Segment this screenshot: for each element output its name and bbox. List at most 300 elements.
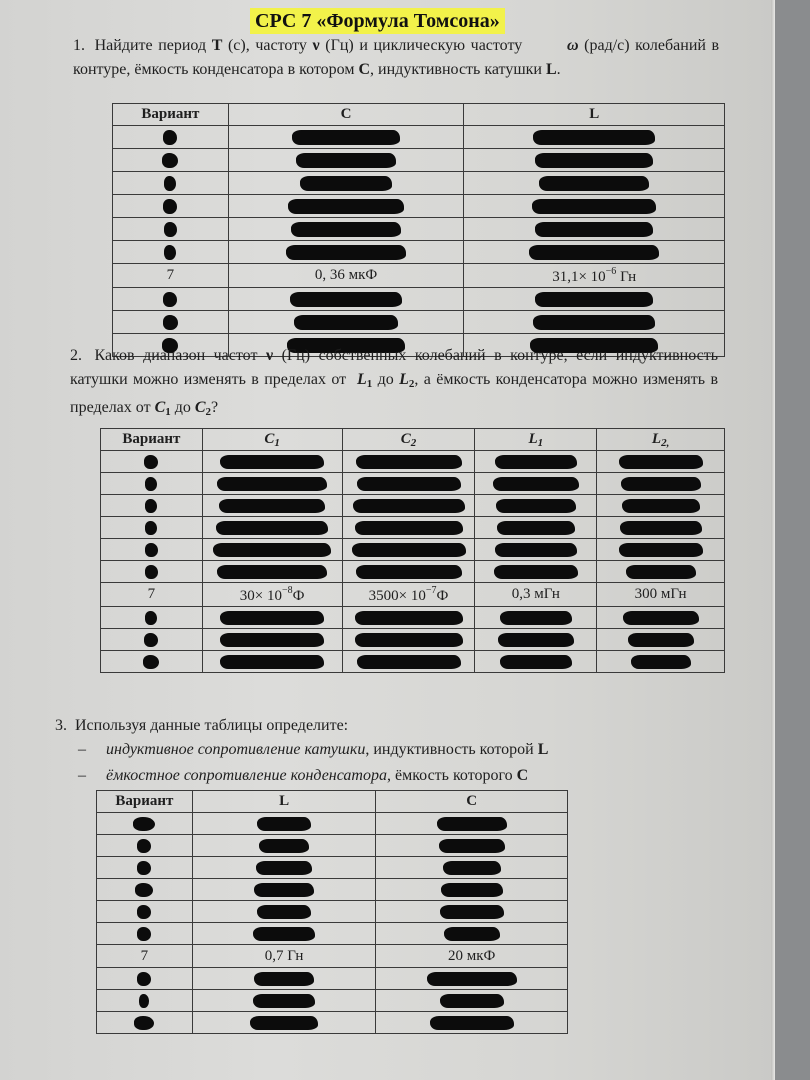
redaction-mark — [256, 861, 312, 875]
table-row-redacted — [113, 311, 725, 334]
value-cell — [342, 561, 475, 583]
value-cell — [192, 990, 376, 1012]
value-cell — [464, 288, 725, 311]
table-row-redacted — [97, 857, 568, 879]
table-header-capacitance: C — [228, 104, 464, 126]
table-row-redacted — [101, 629, 725, 651]
value-cell — [376, 835, 568, 857]
task-1-text-part: , индуктивность катушки — [370, 61, 542, 78]
redaction-mark — [213, 543, 331, 557]
value-cell — [464, 241, 725, 264]
table-header-c1 — [202, 429, 342, 451]
variant-cell — [97, 879, 193, 901]
value-cell — [342, 539, 475, 561]
c2-mantissa: 3500× 10 — [368, 587, 426, 604]
table-row-redacted — [97, 1012, 568, 1034]
worksheet-title: СРС 7 «Формула Томсона» — [250, 8, 505, 34]
task-3-text-part: Используя данные таблицы определите: — [75, 717, 349, 734]
task-3-number: 3. — [55, 717, 67, 734]
value-cell — [202, 561, 342, 583]
redaction-mark — [144, 455, 158, 469]
variant-cell — [101, 495, 203, 517]
task-2-text-part: ? — [211, 399, 219, 416]
value-cell — [464, 172, 725, 195]
redaction-mark — [163, 315, 178, 330]
task-2-text-part: Каков диапазон частот — [94, 347, 258, 364]
value-cell — [192, 901, 376, 923]
variant-cell — [113, 149, 229, 172]
c1-unit: Ф — [292, 587, 305, 604]
table-row-redacted — [101, 561, 725, 583]
value-cell — [597, 629, 725, 651]
variant-cell — [101, 451, 203, 473]
redaction-mark — [355, 633, 463, 647]
variant-cell — [101, 473, 203, 495]
variant-cell — [97, 901, 193, 923]
symbol-inductance: L — [546, 61, 557, 78]
value-cell — [376, 923, 568, 945]
redaction-mark — [296, 153, 396, 168]
value-cell — [192, 835, 376, 857]
table-header-inductance: L — [192, 791, 376, 813]
redaction-mark — [357, 477, 461, 491]
value-cell — [475, 607, 597, 629]
task-1-text-part: (рад/с) колебаний в контуре, ёмкость конденсатора в котором — [73, 37, 720, 78]
value-cell — [202, 473, 342, 495]
table-row-redacted — [101, 539, 725, 561]
inductance-mantissa: 31,1× 10 — [552, 268, 606, 285]
task-2-table — [100, 428, 725, 673]
c1-exponent: −8 — [282, 584, 293, 596]
table-header-variant: Вариант — [113, 104, 229, 126]
table-row-redacted — [113, 149, 725, 172]
value-cell — [475, 539, 597, 561]
redaction-mark — [439, 839, 505, 853]
redaction-mark — [286, 245, 406, 260]
variant-cell — [113, 311, 229, 334]
redaction-mark — [164, 222, 177, 237]
value-cell — [376, 857, 568, 879]
task-1-text-part: (Гц) и циклическую частоту — [325, 37, 523, 54]
inductance-value: 0,7 Гн — [264, 947, 304, 964]
value-cell — [464, 311, 725, 334]
table-row-redacted — [113, 195, 725, 218]
value-cell — [597, 495, 725, 517]
symbol-capacitance-1: C — [154, 399, 166, 416]
redaction-mark — [535, 153, 653, 168]
item-text: , ёмкость которого — [386, 767, 513, 784]
variant-cell — [97, 945, 193, 968]
variant-cell — [101, 539, 203, 561]
variant-cell — [97, 835, 193, 857]
subscript: 2 — [410, 436, 417, 449]
redaction-mark — [533, 315, 655, 330]
redaction-mark — [137, 861, 151, 875]
value-cell — [202, 651, 342, 673]
task-2-text — [70, 344, 718, 424]
redaction-mark — [427, 972, 517, 986]
task-3-table — [96, 790, 568, 1034]
redaction-mark — [619, 543, 703, 557]
redaction-mark — [135, 883, 153, 897]
value-cell — [342, 473, 475, 495]
redaction-mark — [162, 153, 178, 168]
l1-cell — [475, 583, 597, 607]
variant-cell — [97, 1012, 193, 1034]
redaction-mark — [137, 972, 151, 986]
table-row-variant-7 — [113, 264, 725, 288]
value-cell — [475, 561, 597, 583]
variant-cell — [101, 629, 203, 651]
paper-edge — [771, 0, 775, 1080]
value-cell — [342, 451, 475, 473]
value-cell — [192, 813, 376, 835]
task-3-item-1 — [78, 738, 548, 762]
table-row-variant-7 — [101, 583, 725, 607]
table-header-l2 — [597, 429, 725, 451]
list-dash: – — [78, 741, 86, 758]
item-emphasis: индуктивное сопротивление катушки — [106, 741, 366, 758]
variant-cell — [113, 195, 229, 218]
value-cell — [342, 495, 475, 517]
redaction-mark — [163, 292, 177, 307]
value-cell — [228, 288, 464, 311]
table-row-redacted — [113, 172, 725, 195]
table-row-redacted — [101, 451, 725, 473]
variant-cell — [101, 583, 203, 607]
value-cell — [342, 651, 475, 673]
table-row-redacted — [97, 879, 568, 901]
redaction-mark — [220, 455, 324, 469]
value-cell — [376, 813, 568, 835]
table-row-redacted — [113, 126, 725, 149]
value-cell — [464, 126, 725, 149]
value-cell — [202, 495, 342, 517]
redaction-mark — [145, 543, 158, 557]
redaction-mark — [355, 521, 463, 535]
symbol-capacitance: C — [358, 61, 371, 78]
redaction-mark — [133, 817, 155, 831]
value-cell — [475, 629, 597, 651]
redaction-mark — [494, 565, 578, 579]
redaction-mark — [495, 455, 577, 469]
task-2-number: 2. — [70, 347, 82, 364]
table-row-redacted — [97, 901, 568, 923]
variant-cell — [113, 288, 229, 311]
redaction-mark — [137, 839, 151, 853]
capacitance-value: 20 мкФ — [447, 947, 496, 964]
value-cell — [475, 495, 597, 517]
redaction-mark — [357, 655, 461, 669]
redaction-mark — [163, 199, 177, 214]
redaction-mark — [352, 543, 466, 557]
variant-number: 7 — [166, 267, 175, 283]
task-1-table — [112, 103, 725, 357]
redaction-mark — [535, 222, 653, 237]
capacitance-cell — [376, 945, 568, 968]
value-cell — [192, 968, 376, 990]
item-emphasis: ёмкостное сопротивление конденсатора — [106, 767, 387, 784]
redaction-mark — [163, 130, 177, 145]
table-row-redacted — [101, 517, 725, 539]
table-header-variant: Вариант — [97, 791, 193, 813]
redaction-mark — [164, 176, 176, 191]
redaction-mark — [353, 499, 465, 513]
table-row-redacted — [113, 288, 725, 311]
task-1-number: 1. — [73, 37, 85, 54]
value-cell — [202, 607, 342, 629]
c2-exponent: −7 — [425, 584, 437, 596]
value-cell — [464, 218, 725, 241]
redaction-mark — [145, 499, 157, 513]
value-cell — [202, 629, 342, 651]
value-cell — [376, 901, 568, 923]
redaction-mark — [253, 927, 315, 941]
redaction-mark — [621, 477, 701, 491]
symbol-inductance-2: L — [399, 371, 409, 388]
value-cell — [376, 879, 568, 901]
redaction-mark — [217, 565, 327, 579]
value-cell — [342, 629, 475, 651]
value-cell — [464, 195, 725, 218]
subscript: 1 — [537, 436, 544, 449]
table-row-redacted — [101, 651, 725, 673]
subscript: 2, — [661, 436, 670, 449]
symbol-period: T — [211, 37, 223, 54]
redaction-mark — [498, 633, 574, 647]
task-1-text-part: Найдите период — [94, 37, 207, 54]
value-cell — [597, 473, 725, 495]
redaction-mark — [145, 477, 157, 491]
subscript: 1 — [274, 436, 280, 449]
redaction-mark — [355, 611, 463, 625]
symbol-capacitance: C — [516, 767, 529, 784]
task-1-text-part: (с), частоту — [227, 37, 307, 54]
table-row-redacted — [113, 241, 725, 264]
task-2-text-part: (Гц) собственных колебаний в контуре, если индуктивность катушки можно изменять в пределах от — [70, 347, 718, 388]
redaction-mark — [626, 565, 696, 579]
task-1-text-part: . — [556, 61, 561, 78]
subscript: 2 — [205, 406, 212, 418]
value-cell — [342, 517, 475, 539]
value-cell — [597, 651, 725, 673]
variant-cell — [101, 651, 203, 673]
variant-cell — [101, 607, 203, 629]
table-row-redacted — [97, 813, 568, 835]
redaction-mark — [356, 565, 462, 579]
value-cell — [597, 517, 725, 539]
l1-value: 0,3 мГн — [511, 586, 560, 602]
symbol-inductance-1: L — [356, 371, 367, 388]
value-cell — [475, 473, 597, 495]
redaction-mark — [220, 611, 324, 625]
redaction-mark — [144, 633, 158, 647]
redaction-mark — [290, 292, 402, 307]
value-cell — [202, 517, 342, 539]
value-cell — [376, 1012, 568, 1034]
redaction-mark — [259, 839, 309, 853]
header-symbol: C — [400, 430, 411, 447]
list-dash: – — [78, 767, 86, 784]
capacitance-cell — [228, 264, 464, 288]
redaction-mark — [288, 199, 404, 214]
redaction-mark — [437, 817, 507, 831]
symbol-angular-frequency: ω — [566, 37, 579, 54]
value-cell — [192, 1012, 376, 1034]
symbol-capacitance-2: C — [194, 399, 206, 416]
table-row-variant-7 — [97, 945, 568, 968]
value-cell — [228, 241, 464, 264]
redaction-mark — [497, 521, 575, 535]
redaction-mark — [441, 883, 503, 897]
value-cell — [464, 149, 725, 172]
variant-cell — [97, 813, 193, 835]
value-cell — [228, 311, 464, 334]
redaction-mark — [430, 1016, 514, 1030]
variant-number: 7 — [140, 947, 149, 964]
redaction-mark — [257, 817, 311, 831]
variant-cell — [97, 923, 193, 945]
redaction-mark — [493, 477, 579, 491]
table-row-redacted — [97, 990, 568, 1012]
variant-cell — [97, 857, 193, 879]
redaction-mark — [631, 655, 691, 669]
table-row-redacted — [101, 607, 725, 629]
redaction-mark — [300, 176, 392, 191]
redaction-mark — [500, 611, 572, 625]
inductance-exponent: −6 — [605, 265, 617, 277]
value-cell — [228, 195, 464, 218]
redaction-mark — [134, 1016, 154, 1030]
capacitance-value: 0, 36 мкФ — [314, 267, 378, 283]
value-cell — [475, 517, 597, 539]
symbol-frequency: ν — [265, 347, 274, 364]
table-header-capacitance: C — [376, 791, 568, 813]
value-cell — [475, 451, 597, 473]
table-row-redacted — [101, 473, 725, 495]
redaction-mark — [620, 521, 702, 535]
value-cell — [376, 990, 568, 1012]
value-cell — [202, 451, 342, 473]
redaction-mark — [294, 315, 398, 330]
redaction-mark — [143, 655, 159, 669]
redaction-mark — [623, 611, 699, 625]
c1-cell — [202, 583, 342, 607]
redaction-mark — [443, 861, 501, 875]
redaction-mark — [619, 455, 703, 469]
task-3-text — [55, 714, 715, 738]
header-symbol: L — [528, 430, 538, 447]
value-cell — [342, 607, 475, 629]
value-cell — [192, 923, 376, 945]
l2-cell — [597, 583, 725, 607]
redaction-mark — [254, 883, 314, 897]
value-cell — [202, 539, 342, 561]
redaction-mark — [250, 1016, 318, 1030]
value-cell — [192, 879, 376, 901]
redaction-mark — [533, 130, 655, 145]
subscript: 2 — [408, 378, 415, 390]
redaction-mark — [535, 292, 653, 307]
redaction-mark — [292, 130, 400, 145]
redaction-mark — [139, 994, 149, 1008]
value-cell — [597, 561, 725, 583]
table-row-redacted — [97, 968, 568, 990]
redaction-mark — [444, 927, 500, 941]
value-cell — [228, 218, 464, 241]
table-row-redacted — [113, 218, 725, 241]
table-row-redacted — [101, 495, 725, 517]
value-cell — [597, 539, 725, 561]
value-cell — [475, 651, 597, 673]
redaction-mark — [219, 499, 325, 513]
inductance-cell — [192, 945, 376, 968]
variant-cell — [113, 218, 229, 241]
table-header-l1 — [475, 429, 597, 451]
redaction-mark — [529, 245, 659, 260]
header-symbol: L — [651, 430, 662, 447]
redaction-mark — [145, 611, 157, 625]
redaction-mark — [539, 176, 649, 191]
redaction-mark — [145, 565, 158, 579]
table-row-redacted — [97, 923, 568, 945]
redaction-mark — [220, 655, 324, 669]
inductance-cell — [464, 264, 725, 288]
variant-cell — [113, 264, 229, 288]
l2-value: 300 мГн — [634, 586, 687, 602]
redaction-mark — [216, 521, 328, 535]
task-1-text — [73, 34, 719, 82]
table-header-c2 — [342, 429, 475, 451]
redaction-mark — [532, 199, 656, 214]
redaction-mark — [257, 905, 311, 919]
variant-cell — [97, 990, 193, 1012]
value-cell — [228, 149, 464, 172]
value-cell — [376, 968, 568, 990]
table-row-redacted — [97, 835, 568, 857]
header-symbol: C — [264, 430, 275, 447]
redaction-mark — [145, 521, 157, 535]
redaction-mark — [164, 245, 176, 260]
c2-cell — [342, 583, 475, 607]
redaction-mark — [253, 994, 315, 1008]
subscript: 1 — [366, 378, 373, 390]
item-text: , индуктивность которой — [365, 741, 534, 758]
redaction-mark — [440, 994, 504, 1008]
redaction-mark — [356, 455, 462, 469]
variant-cell — [97, 968, 193, 990]
c1-mantissa: 30× 10 — [239, 587, 282, 604]
task-2-text-part: до — [174, 399, 191, 416]
redaction-mark — [137, 927, 151, 941]
value-cell — [192, 857, 376, 879]
variant-cell — [101, 517, 203, 539]
c2-unit: Ф — [436, 587, 449, 604]
task-2-text-part: , а ёмкость конденсатора можно изменять в пределах от — [70, 371, 719, 416]
table-header-variant: Вариант — [101, 429, 203, 451]
subscript: 1 — [165, 406, 171, 418]
redaction-mark — [628, 633, 694, 647]
task-2-text-part: до — [377, 371, 394, 388]
value-cell — [597, 607, 725, 629]
table-header-inductance: L — [464, 104, 725, 126]
redaction-mark — [622, 499, 700, 513]
redaction-mark — [137, 905, 151, 919]
redaction-mark — [220, 633, 324, 647]
redaction-mark — [254, 972, 314, 986]
inductance-unit: Гн — [616, 268, 637, 285]
variant-cell — [113, 172, 229, 195]
